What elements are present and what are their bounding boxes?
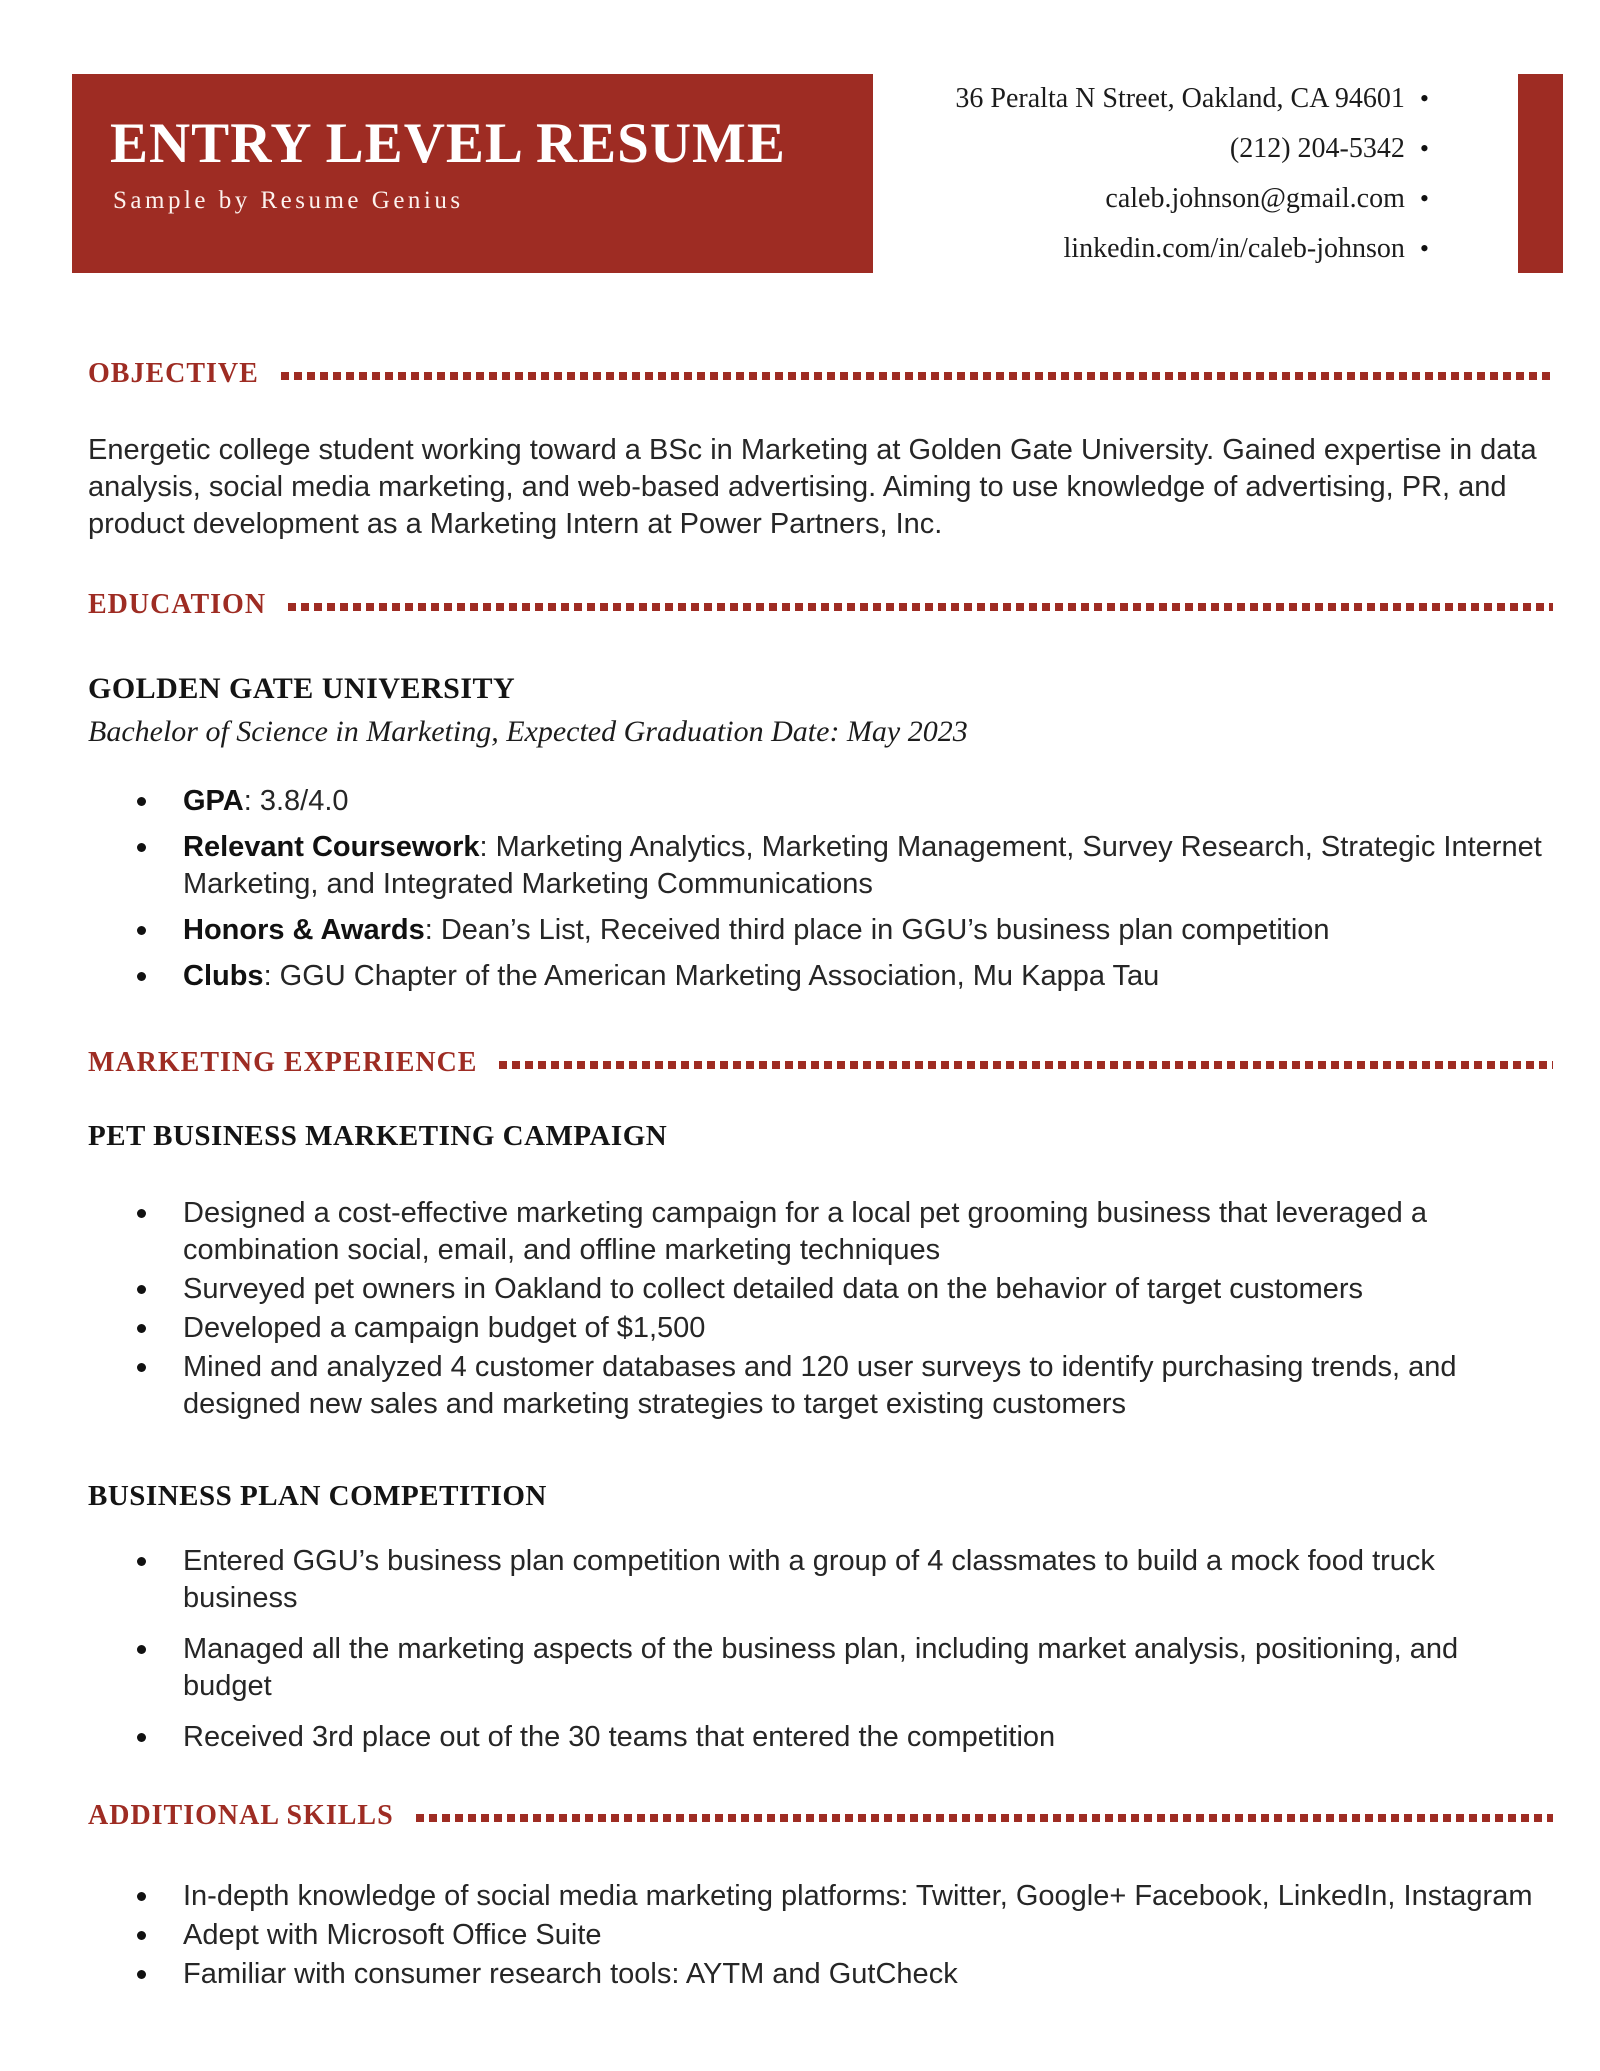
job-title-pet-business: PET BUSINESS MARKETING CAMPAIGN [88, 1120, 668, 1152]
bullet-text: : Dean’s List, Received third place in GGU’s business plan competition [424, 914, 1330, 946]
objective-heading-row [88, 358, 1553, 390]
skills-bullet-list [135, 1878, 1553, 1993]
list-item: Surveyed pet owners in Oakland to collect detailed data on the behavior of target customers [135, 1271, 1553, 1308]
bullet-label: Clubs [183, 960, 264, 992]
section-education [88, 589, 1553, 995]
dotted-rule [416, 1814, 1553, 1822]
bullet-separator: • [1419, 84, 1429, 113]
list-item: Received 3rd place out of the 30 teams that entered the competition [135, 1719, 1553, 1756]
contact-phone [955, 124, 1429, 174]
list-item [135, 958, 1553, 995]
list-item [135, 783, 1553, 820]
contact-address-text: 36 Peralta N Street, Oakland, CA 94601 [955, 83, 1405, 114]
list-item: Mined and analyzed 4 customer databases and 120 user surveys to identify purchasing trends, and designed new sales and marketing strategies to target existing customers [135, 1349, 1553, 1423]
pet-business-bullet-list [135, 1195, 1553, 1423]
title-banner [72, 74, 873, 273]
list-item: Managed all the marketing aspects of the business plan, including market analysis, positioning, and budget [135, 1631, 1553, 1705]
bullet-label: Honors & Awards [183, 914, 425, 946]
resume-body [0, 358, 1600, 2063]
school-name: GOLDEN GATE UNIVERSITY [88, 672, 516, 705]
contact-email [955, 174, 1429, 224]
bullet-text: : GGU Chapter of the American Marketing Association, Mu Kappa Tau [263, 960, 1160, 992]
list-item [135, 912, 1553, 949]
list-item: Developed a campaign budget of $1,500 [135, 1310, 1553, 1347]
education-heading-row [88, 589, 1553, 621]
bullet-separator: • [1419, 234, 1429, 263]
contact-linkedin-text: linkedin.com/in/caleb-johnson [1063, 233, 1405, 264]
education-heading: EDUCATION [88, 589, 267, 620]
bullet-label: Relevant Coursework [183, 831, 480, 863]
resume-subtitle: Sample by Resume Genius [113, 187, 464, 214]
contact-linkedin [955, 224, 1429, 274]
contact-address [955, 74, 1429, 124]
bullet-text: : 3.8/4.0 [243, 785, 349, 817]
accent-bar [1518, 74, 1563, 273]
skills-heading: ADDITIONAL SKILLS [88, 1800, 394, 1831]
dotted-rule [288, 603, 1553, 611]
section-objective [88, 358, 1553, 543]
dotted-rule [499, 1061, 1553, 1069]
contact-email-text: caleb.johnson@gmail.com [1105, 183, 1405, 214]
degree-line: Bachelor of Science in Marketing, Expected Graduation Date: May 2023 [88, 715, 968, 748]
resume-header [0, 0, 1600, 273]
list-item: Entered GGU’s business plan competition with a group of 4 classmates to build a mock food truck business [135, 1543, 1553, 1617]
contact-info [955, 74, 1429, 274]
dotted-rule [281, 372, 1553, 380]
bullet-separator: • [1419, 184, 1429, 213]
job-title-business-plan: BUSINESS PLAN COMPETITION [88, 1480, 547, 1512]
list-item: Adept with Microsoft Office Suite [135, 1917, 1553, 1954]
list-item: Familiar with consumer research tools: AYTM and GutCheck [135, 1956, 1553, 1993]
resume-title: ENTRY LEVEL RESUME [110, 112, 786, 175]
experience-heading: MARKETING EXPERIENCE [88, 1047, 478, 1078]
section-additional-skills [88, 1800, 1553, 1993]
bullet-separator: • [1419, 134, 1429, 163]
education-bullet-list [135, 783, 1553, 995]
business-plan-bullet-list [135, 1543, 1553, 1756]
contact-phone-text: (212) 204-5342 [1229, 133, 1405, 164]
bullet-label: GPA [183, 785, 244, 817]
section-marketing-experience [88, 1047, 1553, 1756]
experience-heading-row [88, 1047, 1553, 1079]
bullet-text: : Marketing Analytics, Marketing Management, Survey Research, Strategic Internet Marketing, and Integrated Marketing Communications [183, 831, 1542, 900]
list-item: Designed a cost-effective marketing campaign for a local pet grooming business that leveraged a combination social, email, and offline marketing techniques [135, 1195, 1553, 1269]
objective-paragraph: Energetic college student working toward a BSc in Marketing at Golden Gate University. Gained expertise in data analysis, social media marketing, and web-based advertising. Aiming to use knowledge of advertising, PR, and product development as a Marketing Intern at Power Partners, Inc. [88, 434, 1537, 540]
objective-heading: OBJECTIVE [88, 358, 259, 389]
skills-heading-row [88, 1800, 1553, 1832]
list-item: In-depth knowledge of social media marketing platforms: Twitter, Google+ Facebook, LinkedIn, Instagram [135, 1878, 1553, 1915]
list-item [135, 829, 1553, 903]
